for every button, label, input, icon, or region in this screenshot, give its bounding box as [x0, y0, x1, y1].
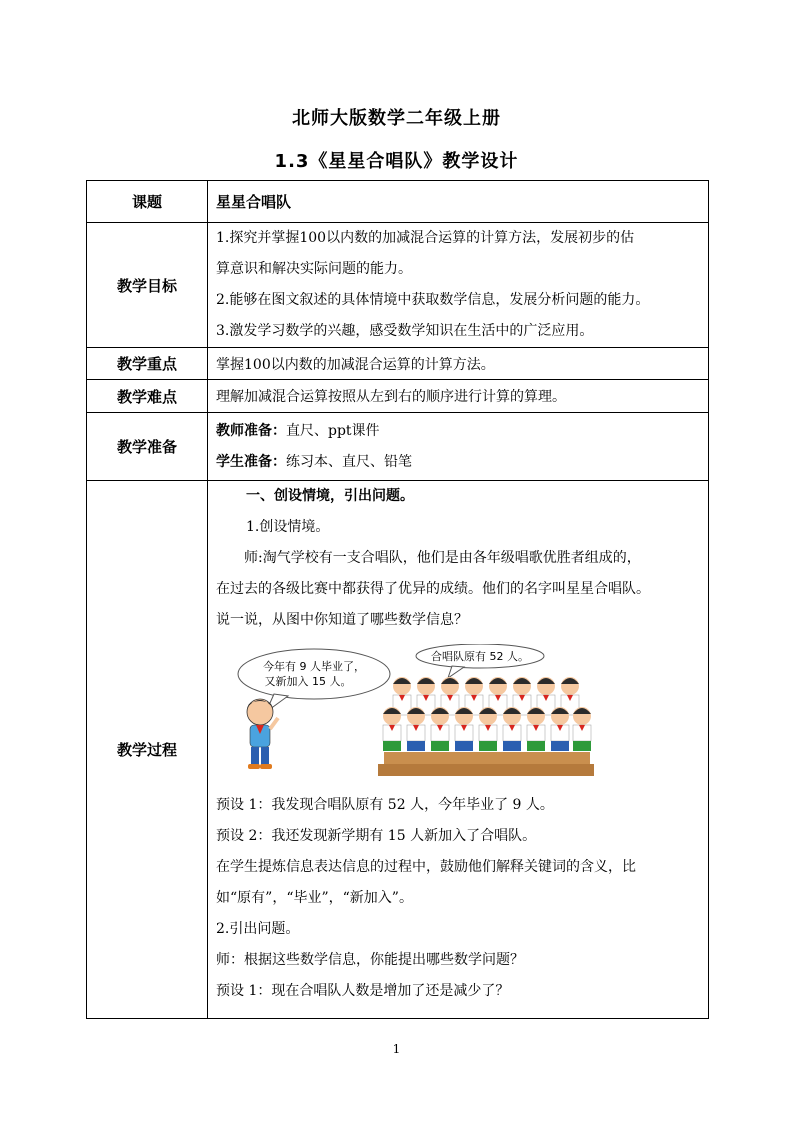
- process-paragraph-line: 说一说，从图中你知道了哪些数学信息？: [216, 612, 468, 628]
- process-after-line: 预设 2：我还发现新学期有 15 人新加入了合唱队。: [216, 828, 537, 844]
- teacher-prep-value: 直尺、ppt课件: [286, 422, 380, 439]
- row-prep: [87, 413, 709, 481]
- choir-scene-image: [216, 644, 606, 784]
- goals-content: [208, 223, 709, 348]
- goal-line: 算意识和解决实际问题的能力。: [216, 261, 412, 277]
- row-topic: [87, 181, 709, 223]
- document-title: 北师大版数学二年级上册: [292, 108, 501, 129]
- process-after-line: 预设 1：现在合唱队人数是增加了还是减少了？: [216, 983, 510, 999]
- label-process: 教学过程: [87, 481, 208, 1019]
- process-paragraph-line: 师:淘气学校有一支合唱队，他们是由各年级唱歌优胜者组成的，: [244, 550, 641, 566]
- process-after-line: 预设 1：我发现合唱队原有 52 人，今年毕业了 9 人。: [216, 797, 554, 813]
- label-topic: 课题: [87, 181, 208, 223]
- left-bubble-text-1: 今年有 9 人毕业了，: [263, 660, 365, 673]
- process-content: [208, 481, 709, 1019]
- stage-base: [378, 764, 594, 776]
- label-goals: 教学目标: [87, 223, 208, 348]
- teacher-prep-label: 教师准备：: [216, 422, 286, 439]
- process-after-line: 师：根据这些数学信息，你能提出哪些数学问题？: [216, 952, 524, 968]
- page-number: 1: [392, 1042, 401, 1056]
- process-after-line: 如“原有”，“毕业”，“新加入”。: [216, 890, 413, 906]
- label-key: 教学重点: [87, 348, 208, 380]
- goal-line: 1.探究并掌握100以内数的加减混合运算的计算方法，发展初步的估: [216, 230, 635, 246]
- left-speech-bubble: [238, 649, 390, 699]
- prep-content: [208, 413, 709, 481]
- right-bubble-text: 合唱队原有 52 人。: [431, 650, 529, 663]
- topic-value: 星星合唱队: [208, 181, 709, 223]
- document-subtitle: 1.3《星星合唱队》教学设计: [274, 151, 519, 172]
- key-value: 掌握100以内数的加减混合运算的计算方法。: [208, 348, 709, 380]
- process-paragraph-line: 在过去的各级比赛中都获得了优异的成绩。他们的名字叫星星合唱队。: [216, 581, 650, 597]
- process-after-line: 2.引出问题。: [216, 921, 300, 937]
- label-prep: 教学准备: [87, 413, 208, 481]
- choir-front-row: [383, 707, 591, 751]
- goal-line: 3.激发学习数学的兴趣，感受数学知识在生活中的广泛应用。: [216, 323, 594, 339]
- process-after-line: 在学生提炼信息表达信息的过程中，鼓励他们解释关键词的含义，比: [216, 859, 636, 875]
- difficulty-value: 理解加减混合运算按照从左到右的顺序进行计算的算理。: [208, 380, 709, 413]
- choir-illustration: [216, 644, 702, 784]
- goal-line: 2.能够在图文叙述的具体情境中获取数学信息，发展分析问题的能力。: [216, 292, 650, 308]
- left-bubble-text-2: 又新加入 15 人。: [264, 675, 352, 688]
- right-bubble-tail: [448, 666, 464, 678]
- process-step: 1.创设情境。: [246, 519, 330, 535]
- lesson-plan-table: [86, 180, 709, 1019]
- row-goals: [87, 223, 709, 348]
- stage-step: [384, 752, 590, 766]
- process-heading: 一、创设情境，引出问题。: [246, 488, 414, 504]
- student-prep-value: 练习本、直尺、铅笔: [286, 453, 412, 470]
- row-key: [87, 348, 709, 380]
- boy-character: [247, 699, 278, 769]
- row-difficulty: [87, 380, 709, 413]
- row-process: [87, 481, 709, 1019]
- label-difficulty: 教学难点: [87, 380, 208, 413]
- student-prep-label: 学生准备：: [216, 453, 286, 470]
